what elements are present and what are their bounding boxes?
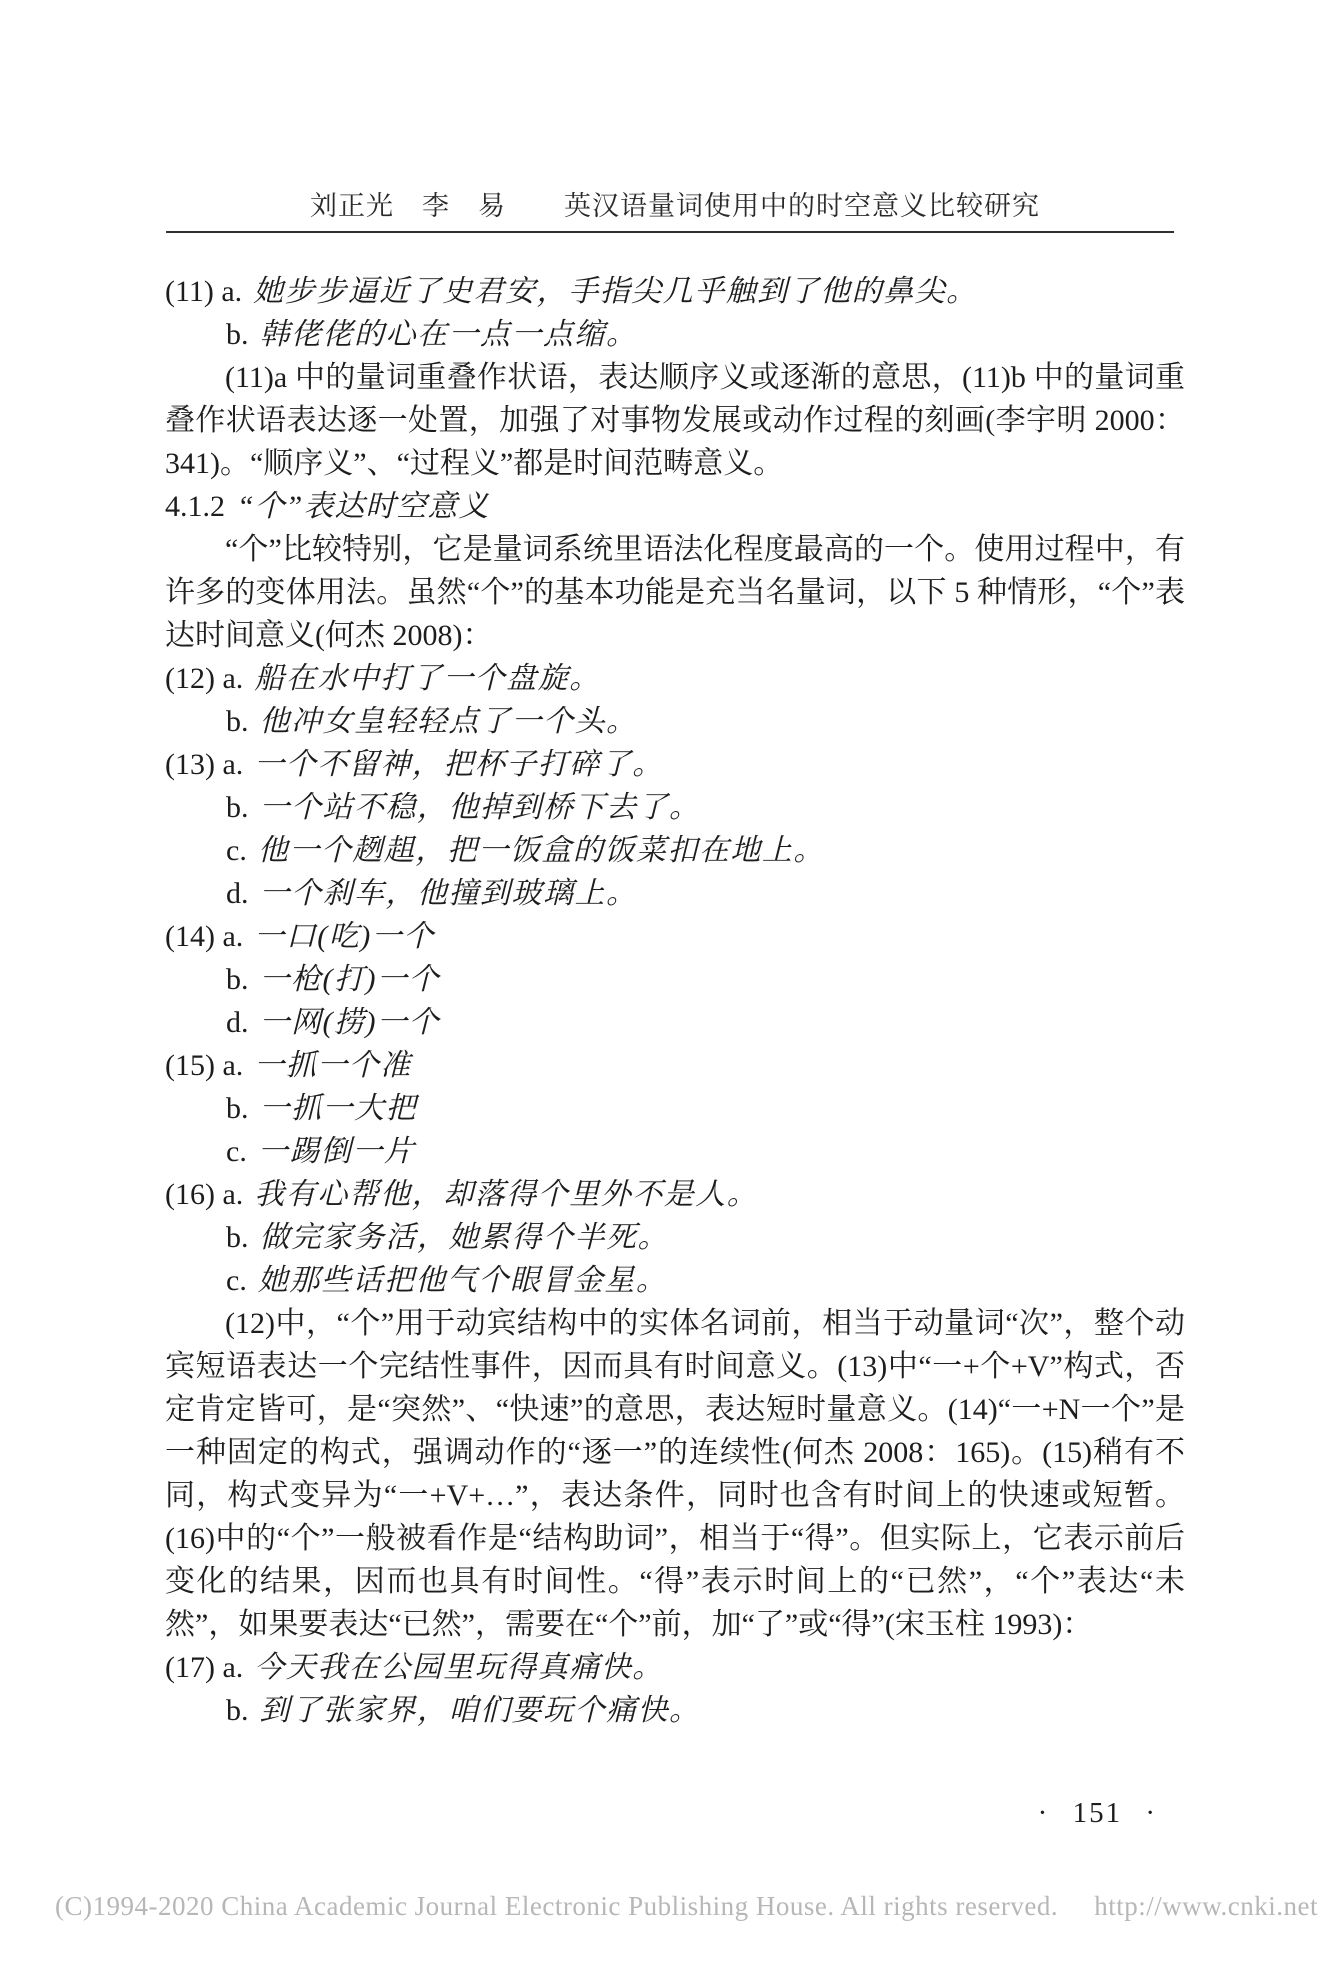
example-label: b. <box>226 1221 249 1254</box>
example-label: c. <box>226 834 247 867</box>
scan-footer <box>55 1891 1318 1922</box>
example-line <box>165 1646 1185 1689</box>
article-body <box>165 270 1185 1732</box>
example-line <box>165 958 1185 1001</box>
example-text: 她步步逼近了史君安，手指尖几乎触到了他的鼻尖。 <box>253 275 978 308</box>
example-label: (13) a. <box>165 748 244 781</box>
example-line <box>165 1130 1185 1173</box>
example-line <box>165 1087 1185 1130</box>
section-heading <box>165 485 1185 528</box>
example-text: 做完家务活，她累得个半死。 <box>259 1221 669 1254</box>
example-text: 一踢倒一片 <box>257 1135 416 1168</box>
running-head <box>165 184 1185 223</box>
example-line <box>165 829 1185 872</box>
example-line <box>165 786 1185 829</box>
example-text: 我有心帮他，却落得个里外不是人。 <box>254 1178 759 1211</box>
example-line <box>165 872 1185 915</box>
paragraph: (11)a 中的量词重叠作状语，表达顺序义或逐渐的意思，(11)b 中的量词重叠作状语表达逐一处置，加强了对事物发展或动作过程的刻画(李宇明 2000：341)。“顺序义”、“过程义”都是时间范畴意义。 <box>165 361 1185 480</box>
example-line <box>165 700 1185 743</box>
example-line <box>165 915 1185 958</box>
example-line <box>165 1689 1185 1732</box>
example-text: 一抓一大把 <box>259 1092 417 1125</box>
example-line <box>165 657 1185 700</box>
running-head-authors: 刘正光 李 易 <box>310 191 506 221</box>
example-label: b. <box>226 1092 249 1125</box>
example-line <box>165 1216 1185 1259</box>
footer-url: http://www.cnki.net <box>1094 1891 1318 1921</box>
running-head-title: 英汉语量词使用中的时空意义比较研究 <box>564 191 1040 221</box>
example-text: 一抓一个准 <box>254 1049 412 1082</box>
header-divider <box>166 231 1174 233</box>
example-text: 他一个趔趄，把一饭盒的饭菜扣在地上。 <box>257 834 825 867</box>
example-label: b. <box>226 1694 249 1727</box>
example-line <box>165 1173 1185 1216</box>
example-label: d. <box>226 1006 249 1039</box>
example-text: 一口(吃)一个 <box>254 920 435 953</box>
section-title: “个”表达时空意义 <box>237 490 490 523</box>
example-label: (14) a. <box>165 920 244 953</box>
section-number: 4.1.2 <box>165 490 225 523</box>
example-label: c. <box>226 1264 247 1297</box>
example-text: 一个站不稳，他掉到桥下去了。 <box>259 791 701 824</box>
example-text: 一个不留神，把杯子打碎了。 <box>254 748 664 781</box>
example-label: c. <box>226 1135 247 1168</box>
example-line <box>165 1259 1185 1302</box>
example-label: b. <box>226 791 249 824</box>
example-label: (17) a. <box>165 1651 244 1684</box>
example-label: (11) a. <box>165 275 243 308</box>
example-text: 船在水中打了一个盘旋。 <box>254 662 601 695</box>
example-label: d. <box>226 877 249 910</box>
example-text: 她那些话把他气个眼冒金星。 <box>257 1264 668 1297</box>
paragraph: (12)中，“个”用于动宾结构中的实体名词前，相当于动量词“次”，整个动宾短语表达一个完结性事件，因而具有时间意义。(13)中“一+个+V”构式，否定肯定皆可，是“突然”、“快速”的意思，表达短时量意义。(14)“一+N一个”是一种固定的构式，强调动作的“逐一”的连续性(何杰 2008：165)。(15)稍有不同，构式变异为“一+V+…”，表达条件，同时也含有时间上的快速或短暂。(16)中的“个”一般被看作是“结构助词”，相当于“得”。但实际上，它表示前后变化的结果，因而也具有时间性。“得”表示时间上的“已然”，“个”表达“未然”，如果要表达“已然”，需要在“个”前，加“了”或“得”(宋玉柱 1993)： <box>165 1307 1185 1641</box>
example-text: 到了张家界，咱们要玩个痛快。 <box>259 1694 701 1727</box>
example-line <box>165 270 1185 313</box>
example-text: 今天我在公园里玩得真痛快。 <box>254 1651 664 1684</box>
example-text: 一网(捞)一个 <box>259 1006 440 1039</box>
footer-copyright: (C)1994-2020 China Academic Journal Electronic Publishing House. All rights reserved. <box>55 1891 1059 1921</box>
example-label: (12) a. <box>165 662 244 695</box>
page-number: · 151 · <box>1037 1797 1157 1829</box>
example-text: 他冲女皇轻轻点了一个头。 <box>259 705 638 738</box>
example-label: b. <box>226 705 249 738</box>
example-line <box>165 1001 1185 1044</box>
example-label: b. <box>226 963 249 996</box>
example-text: 一枪(打)一个 <box>259 963 440 996</box>
example-text: 韩佬佬的心在一点一点缩。 <box>259 318 638 351</box>
paragraph: “个”比较特别，它是量词系统里语法化程度最高的一个。使用过程中，有许多的变体用法。虽然“个”的基本功能是充当名量词，以下 5 种情形，“个”表达时间意义(何杰 2008)： <box>165 533 1185 652</box>
example-line <box>165 1044 1185 1087</box>
example-line <box>165 743 1185 786</box>
example-text: 一个刹车，他撞到玻璃上。 <box>259 877 638 910</box>
example-label: b. <box>226 318 249 351</box>
example-label: (15) a. <box>165 1049 244 1082</box>
example-label: (16) a. <box>165 1178 244 1211</box>
example-line <box>165 313 1185 356</box>
